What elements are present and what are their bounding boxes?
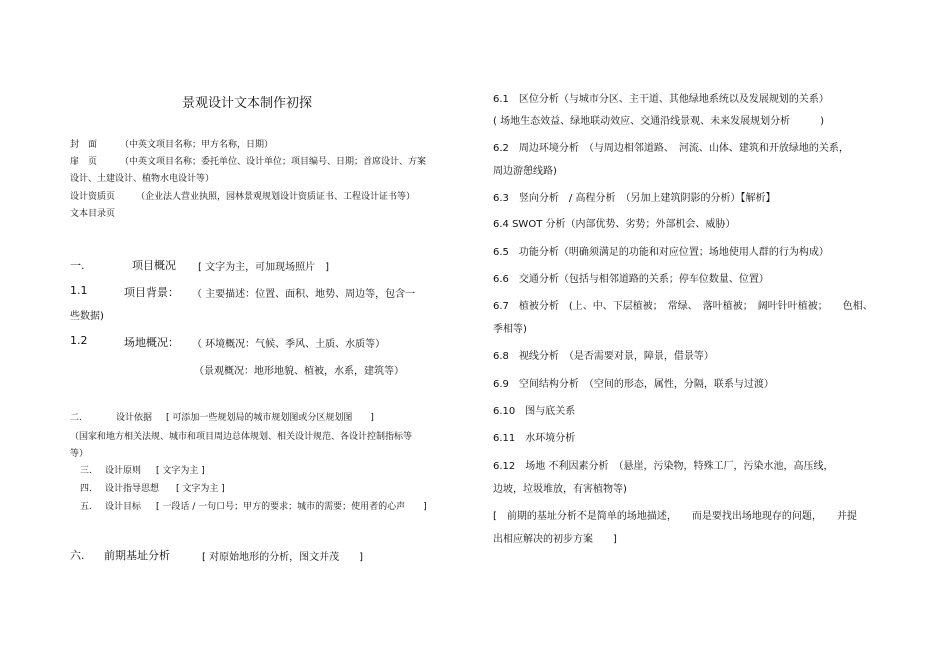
section-1-1-title: 项目背景： bbox=[124, 286, 179, 299]
item-6-7: 6.7 植被分析 (上、中、下层植被； 常绿、 落叶植被； 阔叶针叶植被； 色相、 bbox=[493, 301, 873, 312]
item-6-9: 6.9 空间结构分析 （空间的形态，属性，分隔，联系与过渡） bbox=[493, 379, 774, 390]
section-3-num: 三. bbox=[80, 466, 92, 476]
item-6-5: 6.5 功能分析（明确须满足的功能和对应位置；场地使用人群的行为构成） bbox=[493, 247, 829, 258]
section-2-basis-cont: 等） bbox=[70, 449, 89, 459]
title-page-label: 扉 页 bbox=[70, 157, 98, 167]
item-6-4: 6.4 SWOT 分析（内部优势、劣势；外部机会、威胁） bbox=[493, 219, 736, 230]
item-6-7-cont: 季相等) bbox=[493, 324, 527, 335]
section-1-1-note-cont: 些数据) bbox=[70, 311, 104, 322]
item-6-3: 6.3 竖向分析 / 高程分析 （另加上建筑阴影的分析）【解析】 bbox=[493, 193, 776, 204]
item-6-8: 6.8 视线分析 （是否需要对景，障景，借景等） bbox=[493, 351, 714, 362]
cover-page-label: 封 面 bbox=[70, 140, 98, 150]
section-2-num: 二. bbox=[70, 413, 82, 423]
summary-note: [ 前期的基址分析不是简单的场地描述， 而是要找出场地现存的问题， 并提 bbox=[493, 511, 857, 522]
section-2-note: [ 可添加一些规划局的城市规划图或分区规划图 ] bbox=[166, 413, 374, 423]
item-6-1-cont: ( 场地生态效益、绿地联动效应、交通沿线景观、未来发展规划分析 ) bbox=[493, 116, 824, 127]
section-1-2-num: 1.2 bbox=[70, 334, 88, 347]
summary-note-cont: 出相应解决的初步方案 ] bbox=[493, 534, 617, 545]
section-1-2-title: 场地概况： bbox=[124, 336, 179, 349]
item-6-2: 6.2 周边环境分析 （与周边相邻道路、 河流、山体、建筑和开放绿地的关系， bbox=[493, 143, 849, 154]
cover-page-note: （中英文项目名称；甲方名称，日期） bbox=[120, 140, 274, 150]
item-6-1: 6.1 区位分析（与城市分区、主干道、其他绿地系统以及发展规划的关系） bbox=[493, 94, 829, 105]
section-1-title: 项目概况 bbox=[132, 259, 176, 272]
item-6-6: 6.6 交通分析（包括与相邻道路的关系；停车位数量、位置） bbox=[493, 274, 769, 285]
title-page-note: （中英文项目名称；委托单位、设计单位；项目编号、日期；首席设计、方案 bbox=[120, 157, 427, 167]
item-6-12-cont: 边坡，垃圾堆放，有害植物等) bbox=[493, 484, 627, 495]
section-6-num: 六. bbox=[70, 549, 85, 562]
qualification-page-label: 设计资质页 bbox=[70, 192, 116, 202]
section-2-title: 设计依据 bbox=[116, 413, 153, 423]
section-4-title: 设计指导思想 bbox=[105, 484, 160, 494]
section-4-num: 四. bbox=[80, 484, 92, 494]
section-3-note: [ 文字为主 ] bbox=[156, 466, 205, 476]
section-4-note: [ 文字为主 ] bbox=[176, 484, 225, 494]
qualification-page-note: （企业法人营业执照，园林景观规划设计资质证书、工程设计证书等） bbox=[136, 192, 416, 202]
item-6-11: 6.11 水环境分析 bbox=[493, 433, 576, 444]
section-1-2-note: （ 环境概况：气候、季风、土质、水质等） bbox=[192, 339, 386, 350]
section-6-title: 前期基址分析 bbox=[104, 549, 170, 562]
section-3-title: 设计原则 bbox=[105, 466, 142, 476]
item-6-2-cont: 周边游憩线路) bbox=[493, 166, 557, 177]
section-1-num: 一. bbox=[70, 259, 85, 272]
title-page-note-cont: 设计、土建设计、植物水电设计等） bbox=[70, 174, 215, 184]
section-5-title: 设计目标 bbox=[105, 502, 142, 512]
item-6-12: 6.12 场地 不利因素分析 （悬崖，污染物，特殊工厂，污染水池，高压线， bbox=[493, 461, 834, 472]
section-2-basis: （国家和地方相关法规、城市和项目周边总体规划、相关设计规范、各设计控制指标等 bbox=[70, 432, 413, 442]
section-6-note: [ 对原始地形的分析，图文并茂 ] bbox=[202, 552, 363, 563]
section-5-num: 五. bbox=[80, 502, 92, 512]
toc-page-label: 文本目录页 bbox=[70, 209, 116, 219]
section-5-note: [ 一段话 / 一句口号；甲方的要求；城市的需要；使用者的心声 ] bbox=[156, 502, 427, 512]
section-1-note: [ 文字为主，可加现场照片 ] bbox=[198, 262, 329, 273]
section-1-1-num: 1.1 bbox=[70, 284, 88, 297]
section-1-1-note: （ 主要描述：位置、面积、地势、周边等，包含一 bbox=[192, 289, 416, 300]
item-6-10: 6.10 图与底关系 bbox=[493, 406, 576, 417]
section-1-2-note-2: （景观概况：地形地貌、植被，水系，建筑等） bbox=[194, 366, 404, 377]
document-title: 景观设计文本制作初探 bbox=[182, 96, 313, 111]
